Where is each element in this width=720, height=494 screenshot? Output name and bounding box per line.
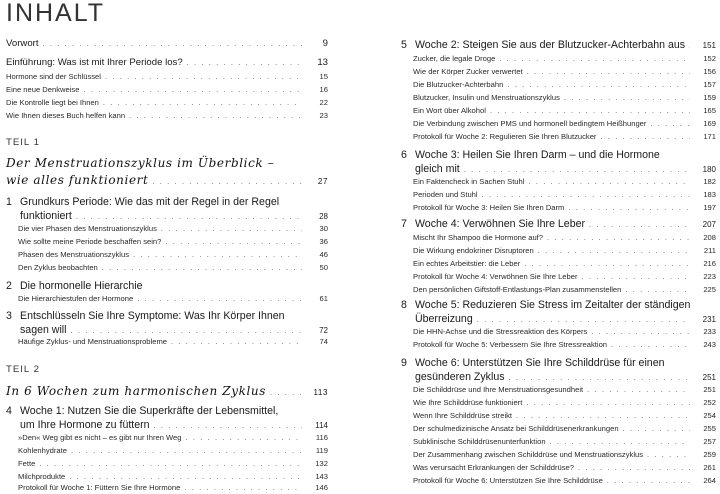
chapter-title: Woche 3: Heilen Sie Ihren Darm – und die Hormone [415, 149, 660, 161]
leader-dots [547, 233, 690, 242]
leader-dots [186, 433, 302, 442]
chapter-number: 2 [6, 280, 12, 292]
chapter-title: Entschlüsseln Sie Ihre Symptome: Was Ihr Körper Ihnen [20, 310, 285, 322]
chapter-title: Überreizung [415, 313, 473, 325]
chapter-title: sagen will [20, 324, 67, 336]
toc-subentry[interactable] [6, 224, 328, 233]
toc-subentry[interactable] [6, 263, 328, 272]
leader-dots [477, 313, 690, 327]
toc-subentry[interactable] [6, 294, 328, 303]
toc-entry-title: Milchprodukte [18, 472, 66, 481]
toc-entry-title: Die Wirkung endokriner Disruptoren [413, 246, 534, 255]
leader-dots [137, 294, 302, 303]
leader-dots [582, 272, 691, 281]
leader-dots [587, 385, 690, 394]
toc-subentry[interactable] [401, 411, 716, 420]
toc-page-number: 261 [703, 463, 716, 472]
leader-dots [152, 173, 302, 190]
leader-dots [71, 324, 302, 338]
toc-page-number: 264 [703, 476, 716, 485]
toc-page-number: 259 [703, 450, 716, 459]
toc-entry-title: Der schulmedizinische Ansatz bei Schilddrüsenerkrankungen [413, 424, 619, 433]
toc-subentry[interactable] [401, 450, 716, 459]
toc-subentry[interactable] [6, 237, 328, 246]
part-title-line [6, 172, 328, 190]
toc-subentry[interactable] [401, 272, 716, 281]
toc-page-number: 46 [319, 250, 328, 259]
toc-entry-title: »Den« Weg gibt es nicht – es gibt nur Ihren Weg [18, 433, 182, 442]
toc-subentry[interactable] [401, 424, 716, 433]
toc-entry-title: Hormone sind der Schlüssel [6, 72, 101, 81]
toc-entry-einfuehrung[interactable] [6, 57, 328, 68]
toc-page-number: 251 [703, 385, 716, 394]
leader-dots [528, 177, 690, 186]
toc-entry-title: Fette [18, 459, 36, 468]
toc-subentry[interactable] [6, 337, 328, 346]
leader-dots [161, 224, 302, 233]
chapter-number: 8 [401, 299, 407, 311]
leader-dots [524, 259, 690, 268]
part-title[interactable] [6, 383, 328, 401]
toc-entry-title: Den persönlichen Giftstoff-Entlastungs-Plan zusammenstellen [413, 285, 622, 294]
chapter-title: um Ihre Hormone zu füttern [20, 419, 150, 431]
toc-subentry[interactable] [6, 459, 328, 468]
toc-page-number: 28 [319, 212, 328, 221]
leader-dots [464, 163, 690, 177]
chapter-title: gesünderen Zyklus [415, 371, 505, 383]
chapter-number: 3 [6, 310, 12, 322]
toc-entry-title: Protokoll für Woche 3: Heilen Sie Ihren Darm [413, 203, 565, 212]
toc-entry-title: Die Kontrolle liegt bei Ihnen [6, 98, 99, 107]
toc-page-number: 61 [319, 294, 328, 303]
toc-subentry[interactable] [401, 463, 716, 472]
toc-entry-title: Eine neue Denkweise [6, 85, 80, 94]
toc-entry-title: Protokoll für Woche 2: Regulieren Sie Ihren Blutzucker [413, 132, 597, 141]
part-title-line [6, 383, 328, 401]
toc-page-number: 74 [319, 337, 328, 346]
leader-dots [102, 263, 302, 272]
chapter-title-line [401, 148, 716, 162]
chapter-number: 1 [6, 196, 12, 208]
toc-subentry[interactable] [6, 472, 328, 481]
toc-entry-title: Ein Faktencheck in Sachen Stuhl [413, 177, 525, 186]
chapter-8-heading[interactable] [401, 298, 716, 327]
toc-subentry[interactable] [401, 285, 716, 294]
leader-dots [482, 190, 690, 199]
toc-page-number: 157 [703, 80, 716, 89]
toc-subentry[interactable] [401, 177, 716, 186]
toc-subentry[interactable] [401, 119, 716, 128]
toc-entry-title: Protokoll für Woche 4: Verwöhnen Sie Ihre Leber [413, 272, 578, 281]
chapter-7-heading[interactable] [401, 217, 716, 232]
toc-page-number: 251 [702, 373, 716, 382]
leader-dots [625, 285, 690, 294]
toc-page-number: 165 [703, 106, 716, 115]
leader-dots [171, 337, 302, 346]
toc-subentry[interactable] [401, 203, 716, 212]
toc-subentry[interactable] [401, 54, 716, 63]
toc-entry-title: Was verursacht Erkrankungen der Schilddrüse? [413, 463, 574, 472]
leader-dots [499, 54, 690, 63]
leader-dots [43, 39, 302, 48]
chapter-title-line [401, 298, 716, 312]
toc-subentry[interactable] [401, 106, 716, 115]
toc-subentry[interactable] [401, 93, 716, 102]
toc-page-number: 116 [315, 433, 328, 442]
chapter-9-heading[interactable] [401, 356, 716, 385]
leader-dots [650, 119, 690, 128]
chapter-5-heading[interactable] [401, 38, 716, 53]
toc-page-number: 197 [703, 203, 716, 212]
toc-entry-title: Die HHN-Achse und die Stressreaktion des Körpers [413, 327, 588, 336]
toc-page-number: 143 [315, 472, 328, 481]
toc-page-number: 233 [703, 327, 716, 336]
leader-dots [105, 72, 302, 81]
toc-entry-title: Wenn Ihre Schilddrüse streikt [413, 411, 513, 420]
part-title-line: Der Menstruationszyklus im Überblick – [6, 156, 275, 170]
toc-page-number: 152 [703, 54, 716, 63]
chapter-title-line [6, 404, 328, 418]
toc-entry-title: Protokoll für Woche 5: Verbessern Sie Ihre Stressreaktion [413, 340, 608, 349]
toc-page-number: 257 [703, 437, 716, 446]
toc-page-number: 159 [703, 93, 716, 102]
toc-entry-title: Wie der Körper Zucker verwertet [413, 67, 523, 76]
leader-dots [568, 203, 690, 212]
toc-page-number: 30 [319, 224, 328, 233]
leader-dots [538, 246, 690, 255]
toc-page-number: 169 [703, 119, 716, 128]
toc-page-number: 171 [703, 132, 716, 141]
toc-page-number: 132 [315, 459, 328, 468]
leader-dots [689, 39, 690, 53]
leader-dots [76, 210, 302, 224]
chapter-title-line [6, 209, 328, 224]
toc-page-number: 211 [703, 246, 716, 255]
toc-entry-title: Perioden und Stuhl [413, 190, 478, 199]
toc-page-number: 72 [319, 326, 328, 335]
leader-dots [527, 67, 690, 76]
chapter-title: Woche 5: Reduzieren Sie Stress im Zeitalter der ständigen [415, 299, 691, 311]
chapter-number: 4 [6, 405, 12, 417]
toc-entry-title: Die Verbindung zwischen PMS und hormonell bedingtem Heißhunger [413, 119, 647, 128]
toc-page-number: 231 [702, 315, 716, 324]
chapter-title-line [401, 312, 716, 327]
toc-entry-title: Protokoll für Woche 6: Unterstützen Sie Ihre Schilddrüse [413, 476, 603, 485]
chapter-title: Woche 6: Unterstützen Sie Ihre Schilddrüse für einen [415, 357, 665, 369]
toc-entry-title: Subklinische Schilddrüsenunterfunktion [413, 437, 546, 446]
toc-subentry[interactable] [6, 433, 328, 442]
leader-dots [589, 218, 690, 232]
toc-subentry[interactable] [401, 327, 716, 336]
leader-dots [507, 80, 690, 89]
toc-page-number: 113 [313, 388, 328, 397]
leader-dots [165, 237, 302, 246]
leader-dots [69, 472, 302, 481]
toc-subentry[interactable] [401, 80, 716, 89]
chapter-number: 6 [401, 149, 407, 161]
chapter-6-heading[interactable] [401, 148, 716, 177]
toc-subentry[interactable] [401, 132, 716, 141]
toc-subentry[interactable] [6, 483, 328, 492]
leader-dots [516, 411, 690, 420]
toc-page-number: 23 [319, 111, 328, 120]
toc-subentry[interactable] [401, 190, 716, 199]
part-title-text: wie alles funktioniert [6, 173, 149, 187]
toc-page-number: 156 [703, 67, 716, 76]
leader-dots [133, 250, 302, 259]
toc-entry-title: Wie Ihnen dieses Buch helfen kann [6, 111, 126, 120]
toc-page-number: 16 [319, 85, 328, 94]
chapter-title: funktioniert [20, 210, 72, 222]
toc-page-number: 254 [703, 411, 716, 420]
toc-page-number: 15 [319, 72, 328, 81]
leader-dots [490, 106, 690, 115]
toc-entry-title: Protokoll für Woche 1: Füttern Sie Ihre Hormone [18, 483, 181, 492]
toc-entry-title: Der Zusammenhang zwischen Schilddrüse und Menstruationszyklus [413, 450, 644, 459]
toc-page-number: 36 [319, 237, 328, 246]
toc-page-number: 208 [703, 233, 716, 242]
toc-entry-title: Einführung: Was ist mit Ihrer Periode los? [6, 57, 183, 68]
leader-dots [270, 384, 302, 401]
toc-page-number: 243 [703, 340, 716, 349]
toc-subentry[interactable] [401, 437, 716, 446]
toc-entry-title: Ein echtes Arbeitstier: die Leber [413, 259, 521, 268]
toc-entry-title: Die Hierarchiestufen der Hormone [18, 294, 134, 303]
chapter-title-line [6, 195, 328, 209]
leader-dots [647, 450, 690, 459]
part-label: TEIL 2 [6, 364, 40, 375]
toc-entry-title: Die Schilddrüse und Ihre Menstruationsgesundheit [413, 385, 584, 394]
part-title-text: In 6 Wochen zum harmonischen Zyklus [6, 384, 266, 398]
toc-subentry[interactable] [6, 250, 328, 259]
chapter-1-heading[interactable] [6, 195, 328, 224]
leader-dots [607, 476, 690, 485]
chapter-title-line [6, 323, 328, 338]
toc-subentry[interactable] [6, 111, 328, 120]
toc-left-column [6, 0, 328, 494]
leader-dots [600, 132, 690, 141]
toc-page-number: 22 [319, 98, 328, 107]
toc-entry-title: Wie sollte meine Periode beschaffen sein? [18, 237, 162, 246]
chapter-number: 7 [401, 218, 407, 230]
chapter-title: Woche 4: Verwöhnen Sie Ihre Leber [415, 218, 586, 230]
leader-dots [611, 340, 690, 349]
leader-dots [623, 424, 690, 433]
toc-subentry[interactable] [6, 85, 328, 94]
toc-page-number: 119 [315, 446, 328, 455]
toc-subentry[interactable] [6, 98, 328, 107]
toc-entry-title: Blutzucker, Insulin und Menstruationszyklus [413, 93, 560, 102]
chapter-title-line [6, 309, 328, 323]
toc-page-number: 9 [322, 38, 328, 49]
leader-dots [564, 93, 690, 102]
leader-dots [129, 111, 302, 120]
toc-entry-title: Häufige Zyklus- und Menstruationsprobleme [18, 337, 167, 346]
toc-page-number: 146 [315, 483, 328, 492]
leader-dots [550, 437, 690, 446]
toc-entry-title: Mischt Ihr Shampoo die Hormone auf? [413, 233, 544, 242]
toc-page-number: 180 [702, 165, 716, 174]
toc-subentry[interactable] [401, 398, 716, 407]
toc-page-number: 207 [702, 220, 716, 229]
chapter-number: 9 [401, 357, 407, 369]
leader-dots [187, 58, 302, 67]
toc-subentry[interactable] [6, 72, 328, 81]
toc-entry-title: Vorwort [6, 38, 39, 49]
toc-entry-title: Den Zyklus beobachten [18, 263, 98, 272]
leader-dots [526, 398, 690, 407]
chapter-number: 5 [401, 39, 407, 51]
leader-dots [591, 327, 690, 336]
toc-subentry[interactable] [401, 233, 716, 242]
chapter-title: Grundkurs Periode: Wie das mit der Regel in der Regel [20, 196, 280, 208]
leader-dots [578, 463, 690, 472]
chapter-title: Woche 2: Steigen Sie aus der Blutzucker-Achterbahn aus [415, 39, 686, 51]
toc-page-number: 223 [703, 272, 716, 281]
toc-subentry[interactable] [401, 259, 716, 268]
toc-entry-title: Kohlenhydrate [18, 446, 67, 455]
toc-subentry[interactable] [6, 446, 328, 455]
page-title: INHALT [6, 0, 106, 27]
toc-subentry[interactable] [401, 67, 716, 76]
chapter-title: gleich mit [415, 163, 460, 175]
toc-entry-title: Die Blutzucker-Achterbahn [413, 80, 504, 89]
leader-dots [509, 371, 690, 385]
part-label: TEIL 1 [6, 137, 40, 148]
leader-dots [184, 483, 302, 492]
toc-entry-vorwort[interactable] [6, 38, 328, 49]
toc-page-number: 255 [703, 424, 716, 433]
toc-entry-title: Wie Ihre Schilddrüse funktioniert [413, 398, 523, 407]
toc-subentry[interactable] [401, 385, 716, 394]
chapter-title-line [6, 418, 328, 433]
toc-subentry[interactable] [401, 340, 716, 349]
toc-page-number: 151 [702, 41, 716, 50]
toc-page-number: 27 [317, 177, 328, 186]
chapter-title: Die hormonelle Hierarchie [20, 280, 143, 292]
leader-dots [154, 419, 302, 433]
leader-dots [39, 459, 302, 468]
leader-dots [103, 98, 302, 107]
toc-page-number: 216 [703, 259, 716, 268]
part-title[interactable] [6, 155, 328, 190]
leader-dots [71, 446, 302, 455]
toc-subentry[interactable] [401, 246, 716, 255]
toc-page-number: 252 [703, 398, 716, 407]
chapter-title-line [401, 162, 716, 177]
toc-page-number: 50 [319, 263, 328, 272]
toc-right-column [401, 0, 716, 494]
chapter-4-heading[interactable] [6, 404, 328, 433]
toc-entry-title: Ein Wort über Alkohol [413, 106, 486, 115]
chapter-title-line [401, 370, 716, 385]
chapter-3-heading[interactable] [6, 309, 328, 338]
toc-entry-title: Die vier Phasen des Menstruationszyklus [18, 224, 157, 233]
toc-entry-title: Phasen des Menstruationszyklus [18, 250, 130, 259]
toc-page-number: 183 [703, 190, 716, 199]
toc-page-number: 114 [315, 421, 328, 430]
toc-subentry[interactable] [401, 476, 716, 485]
toc-entry-title: Zucker, die legale Droge [413, 54, 496, 63]
chapter-title-line [6, 279, 328, 293]
toc-page-number: 182 [703, 177, 716, 186]
toc-page-number: 225 [703, 285, 716, 294]
chapter-title-line [401, 356, 716, 370]
chapter-2-heading[interactable] [6, 279, 328, 293]
toc-page-number: 13 [317, 57, 328, 68]
chapter-title: Woche 1: Nutzen Sie die Superkräfte der Lebensmittel, [20, 405, 279, 417]
leader-dots [83, 85, 302, 94]
